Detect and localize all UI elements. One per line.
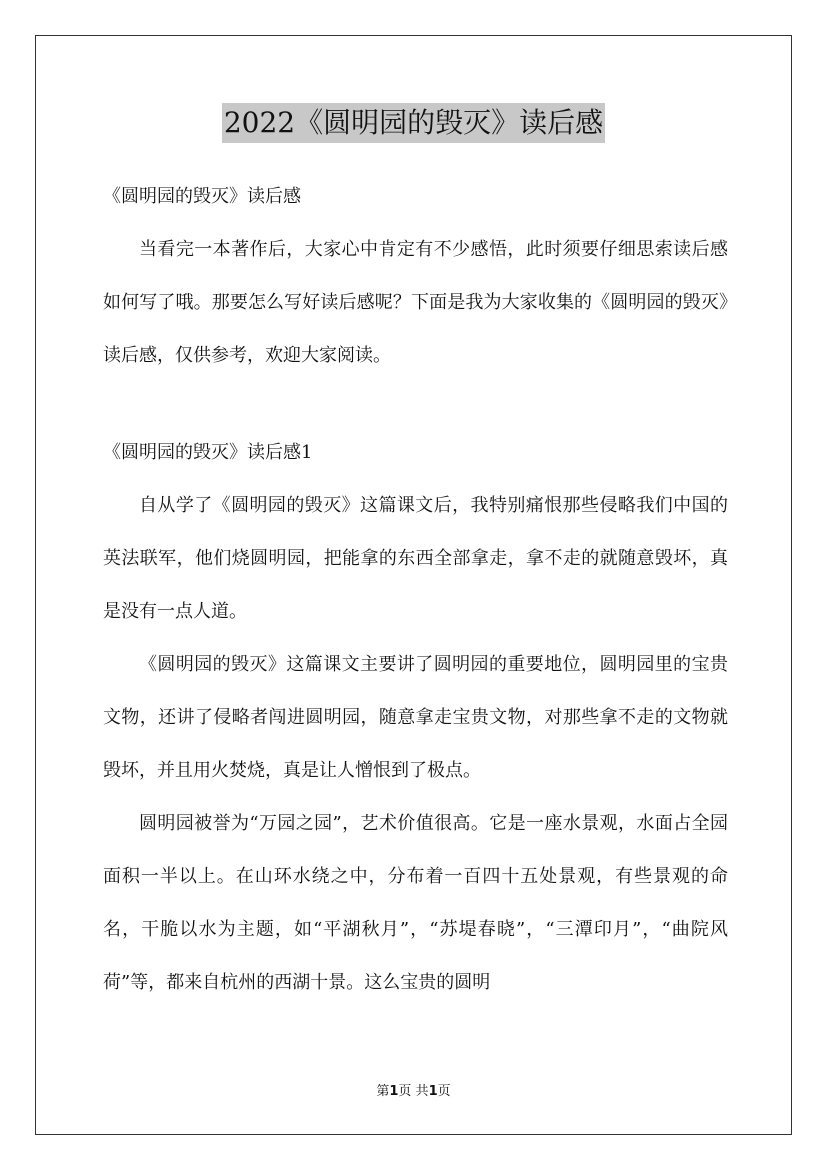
page-footer: [0, 1083, 827, 1101]
page-label-suffix: 页: [437, 1084, 451, 1099]
body-paragraph: 《圆明园的毁灭》这篇课文主要讲了圆明园的重要地位，圆明园里的宝贵文物，还讲了侵略者闯进圆明园，随意拿走宝贵文物，对那些拿不走的文物就毁坏，并且用火焚烧，真是让人憎恨到了极点。: [103, 654, 728, 781]
intro-heading: 《圆明园的毁灭》读后感: [103, 186, 301, 207]
page-total-number: 1: [428, 1084, 438, 1099]
document-title: 2022《圆明园的毁灭》读后感: [222, 103, 605, 143]
section-gap: [103, 382, 728, 426]
document-body: [103, 170, 728, 1009]
section-heading-1: 《圆明园的毁灭》读后感1: [103, 442, 313, 463]
title-container: [0, 103, 827, 143]
body-paragraph: 圆明园被誉为“万园之园”，艺术价值很高。它是一座水景观，水面占全园面积一半以上。在山环水绕之中，分布着一百四十五处景观，有些景观的命名，干脆以水为主题，如“平湖秋月”，“苏堤春晓”，“三潭印月”，“曲院风荷”等，都来自杭州的西湖十景。这么宝贵的圆明: [103, 813, 728, 993]
page-label-mid: 页 共: [398, 1084, 429, 1099]
page-current-number: 1: [389, 1084, 399, 1099]
page-label-prefix: 第: [376, 1084, 390, 1099]
intro-paragraph: 当看完一本著作后，大家心中肯定有不少感悟，此时须要仔细思索读后感如何写了哦。那要怎么写好读后感呢？下面是我为大家收集的《圆明园的毁灭》读后感，仅供参考，欢迎大家阅读。: [103, 239, 728, 366]
body-paragraph: 自从学了《圆明园的毁灭》这篇课文后，我特别痛恨那些侵略我们中国的英法联军，他们烧圆明园，把能拿的东西全部拿走，拿不走的就随意毁坏，真是没有一点人道。: [103, 495, 728, 622]
